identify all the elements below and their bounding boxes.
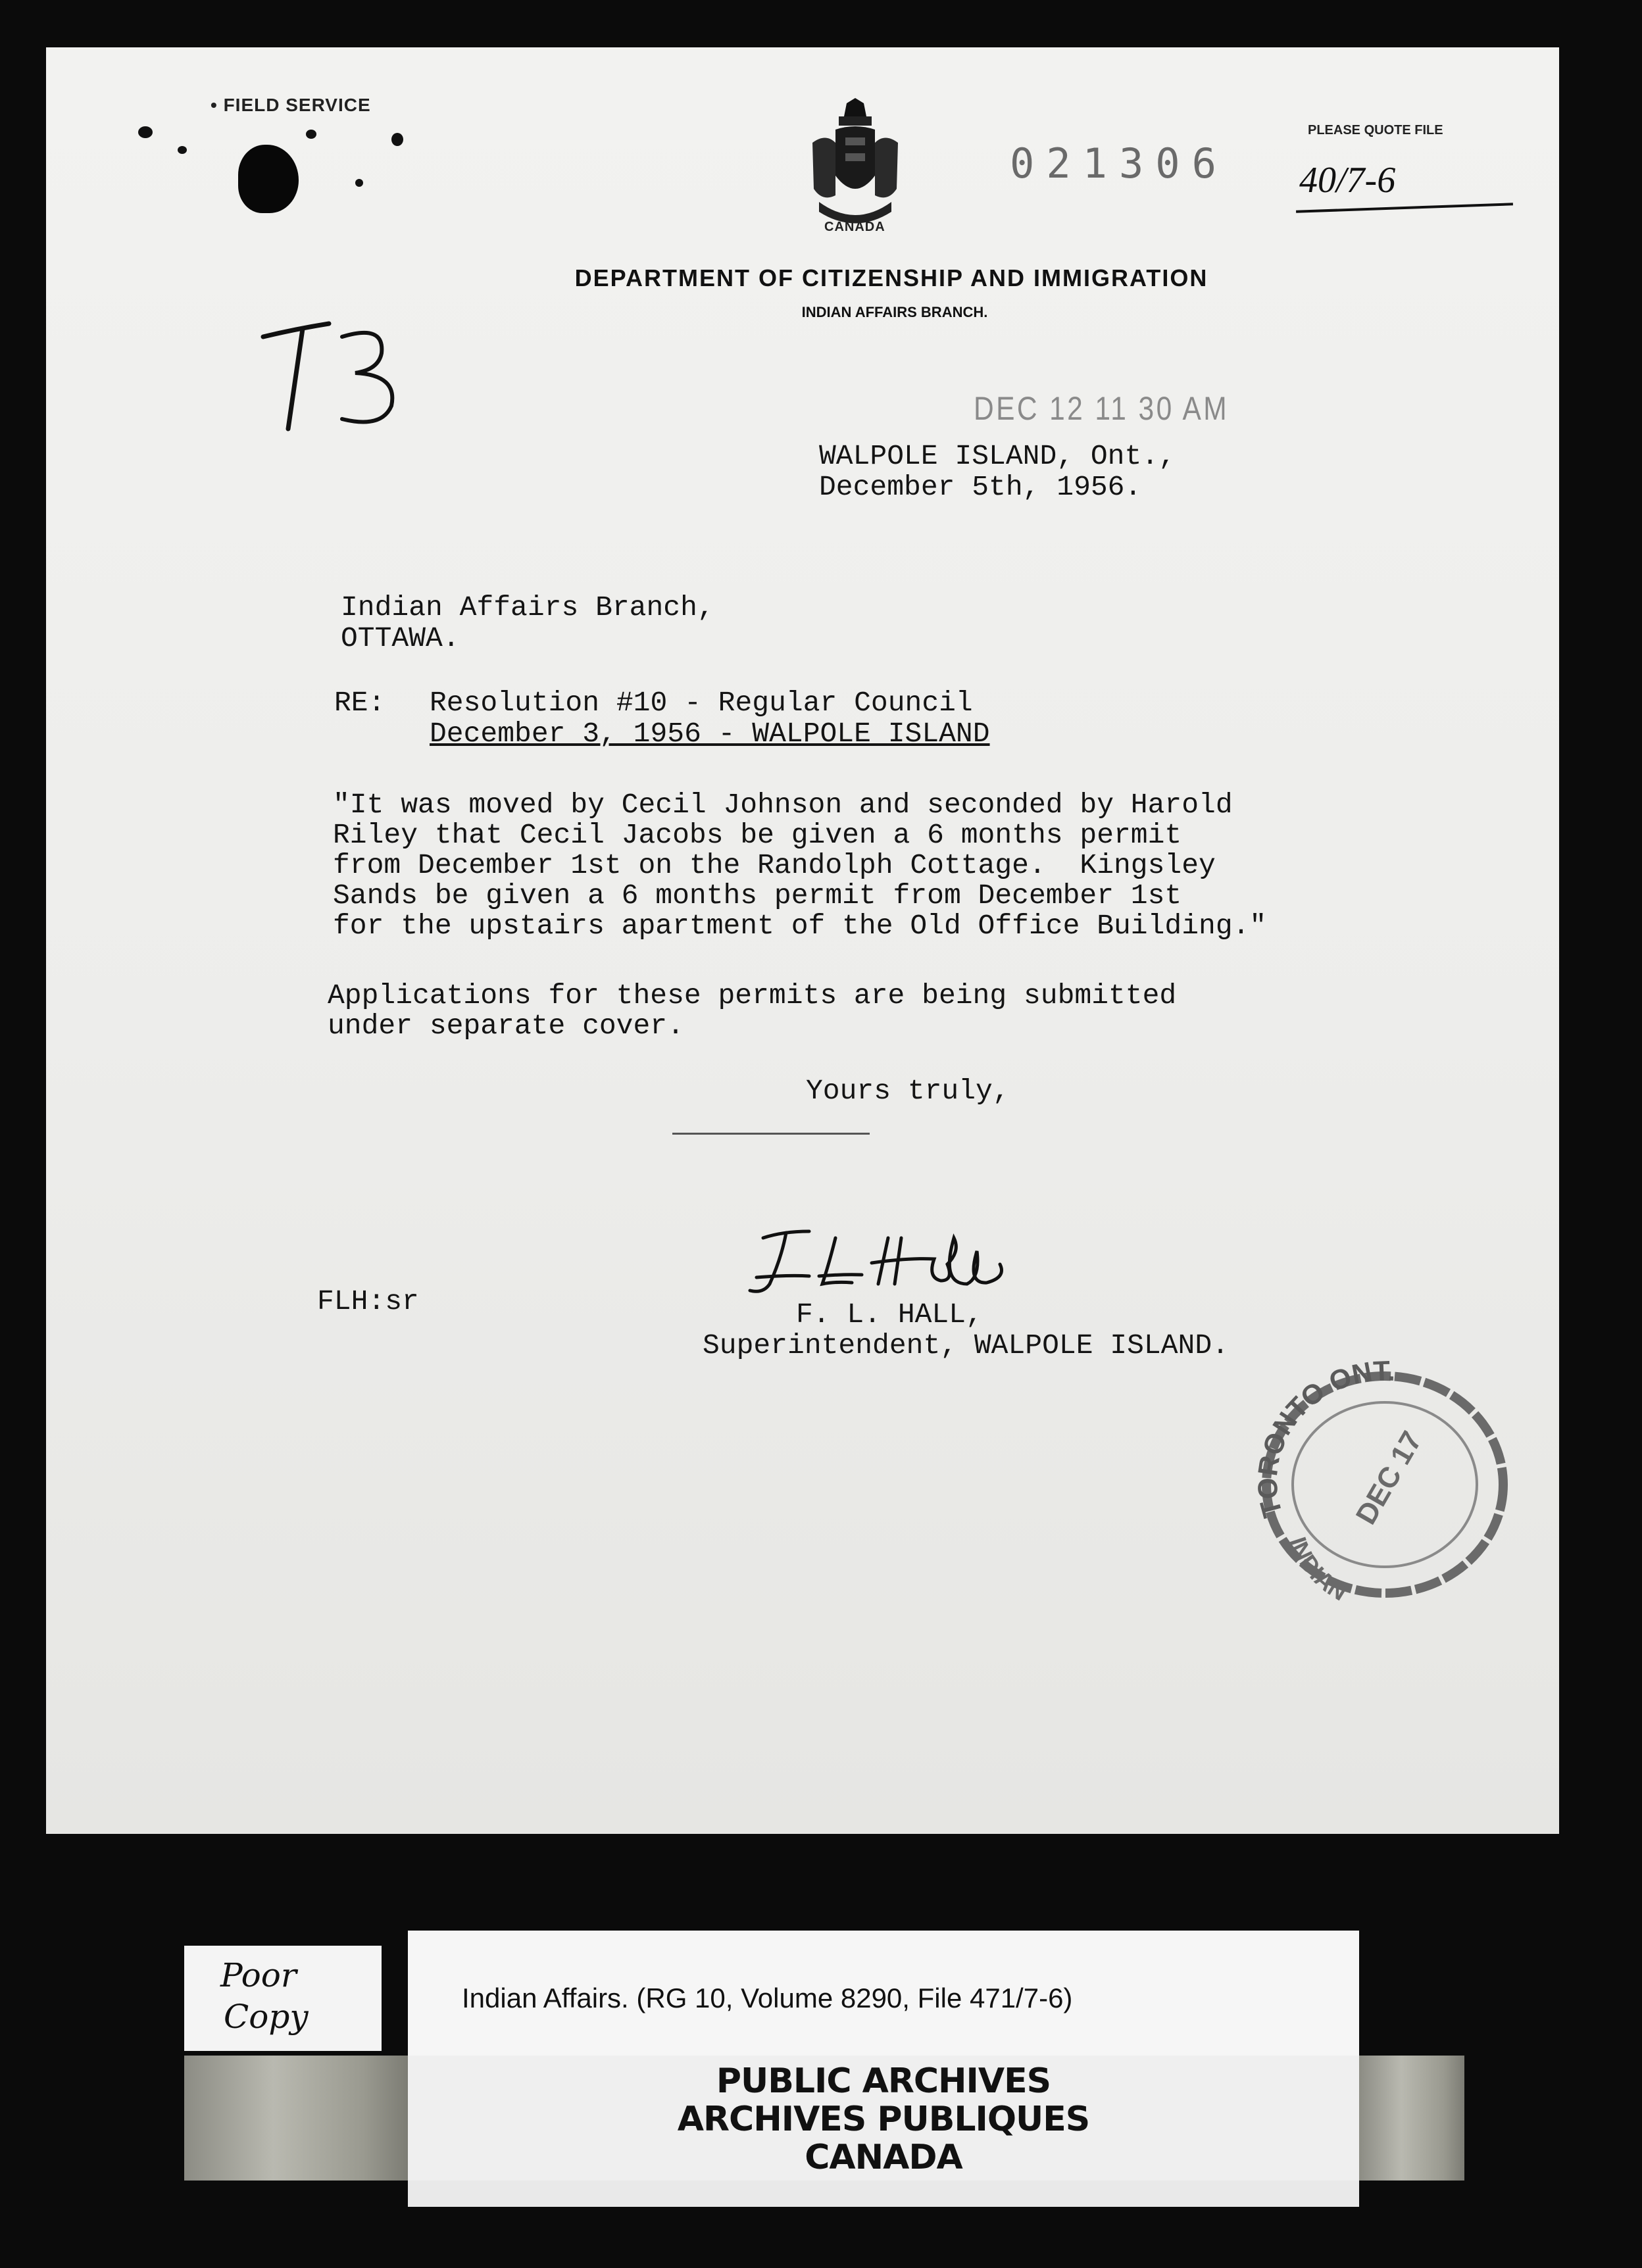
letter-page — [46, 47, 1559, 1834]
closing: Yours truly, — [806, 1075, 1010, 1107]
quote-file-number: 40/7-6 — [1299, 160, 1396, 201]
ink-speck — [138, 126, 153, 138]
coat-of-arms-icon — [806, 97, 905, 235]
letter-date: December 5th, 1956. — [819, 471, 1142, 503]
bottom-strip — [408, 2181, 1359, 2207]
body-line: Sands be given a 6 months permit from December 1st — [333, 879, 1182, 912]
quote-file-label: PLEASE QUOTE FILE — [1308, 123, 1443, 137]
handwritten-t3-mark — [250, 297, 421, 468]
poor-copy-note — [184, 1946, 382, 2051]
letter-place: WALPOLE ISLAND, Ont., — [819, 440, 1176, 472]
file-number-stamp: 021306 — [1010, 139, 1228, 187]
canada-label: CANADA — [824, 220, 885, 234]
received-date-stamp: DEC 12 11 30 AM — [974, 390, 1230, 427]
body-line: for the upstairs apartment of the Old Office Building." — [333, 910, 1267, 942]
svg-text:INDIAN — [1284, 1534, 1352, 1606]
archives-line-2: ARCHIVES PUBLIQUES — [677, 2100, 1090, 2139]
ink-speck — [391, 133, 403, 146]
signer-name: F. L. HALL, — [796, 1298, 983, 1331]
body-line: "It was moved by Cecil Johnson and seconded by Harold — [333, 789, 1233, 821]
department-title: DEPARTMENT OF CITIZENSHIP AND IMMIGRATION — [574, 264, 1208, 291]
paragraph-2-line-2: under separate cover. — [328, 1010, 684, 1042]
archives-line-1: PUBLIC ARCHIVES — [716, 2061, 1051, 2101]
citation-text: Indian Affairs. (RG 10, Volume 8290, File 471/7-6) — [462, 1983, 1073, 2013]
quote-file-underline — [1296, 203, 1513, 213]
branch-title: INDIAN AFFAIRS BRANCH. — [801, 304, 988, 320]
re-label: RE: — [334, 687, 386, 719]
mount-bar-left — [184, 2056, 408, 2181]
paragraph-2-line-1: Applications for these permits are being submitted — [328, 979, 1177, 1012]
typist-initials: FLH:sr — [317, 1285, 419, 1318]
poor-copy-line-2: Copy — [224, 1998, 309, 2036]
received-round-stamp — [1243, 1356, 1526, 1606]
ink-speck — [355, 179, 363, 187]
body-line: from December 1st on the Randolph Cottage. Kingsley — [333, 849, 1216, 881]
re-line-2: December 3, 1956 - WALPOLE ISLAND — [430, 718, 990, 750]
ink-speck — [178, 146, 187, 154]
addressee-line-1: Indian Affairs Branch, — [341, 591, 714, 624]
addressee-line-2: OTTAWA. — [341, 622, 460, 654]
round-stamp-top-text: TORONTO ONT. — [1251, 1356, 1397, 1521]
archives-line-3: CANADA — [805, 2138, 962, 2177]
round-stamp-bottom-text: INDIAN — [1284, 1533, 1352, 1606]
round-stamp-mid-text: DEC 17 — [1349, 1425, 1429, 1530]
archives-stamp — [408, 2056, 1359, 2181]
body-line: Riley that Cecil Jacobs be given a 6 months permit — [333, 819, 1182, 851]
field-service-label: • FIELD SERVICE — [211, 95, 371, 115]
poor-copy-handwriting — [184, 1946, 382, 2051]
re-line-1: Resolution #10 - Regular Council — [430, 687, 973, 719]
poor-copy-line-1: Poor — [220, 1956, 297, 1994]
ink-speck — [306, 130, 316, 139]
typed-divider — [672, 1133, 870, 1135]
punch-hole — [238, 145, 299, 213]
signer-title: Superintendent, WALPOLE ISLAND. — [703, 1329, 1229, 1362]
mount-bar-right — [1359, 2056, 1464, 2181]
